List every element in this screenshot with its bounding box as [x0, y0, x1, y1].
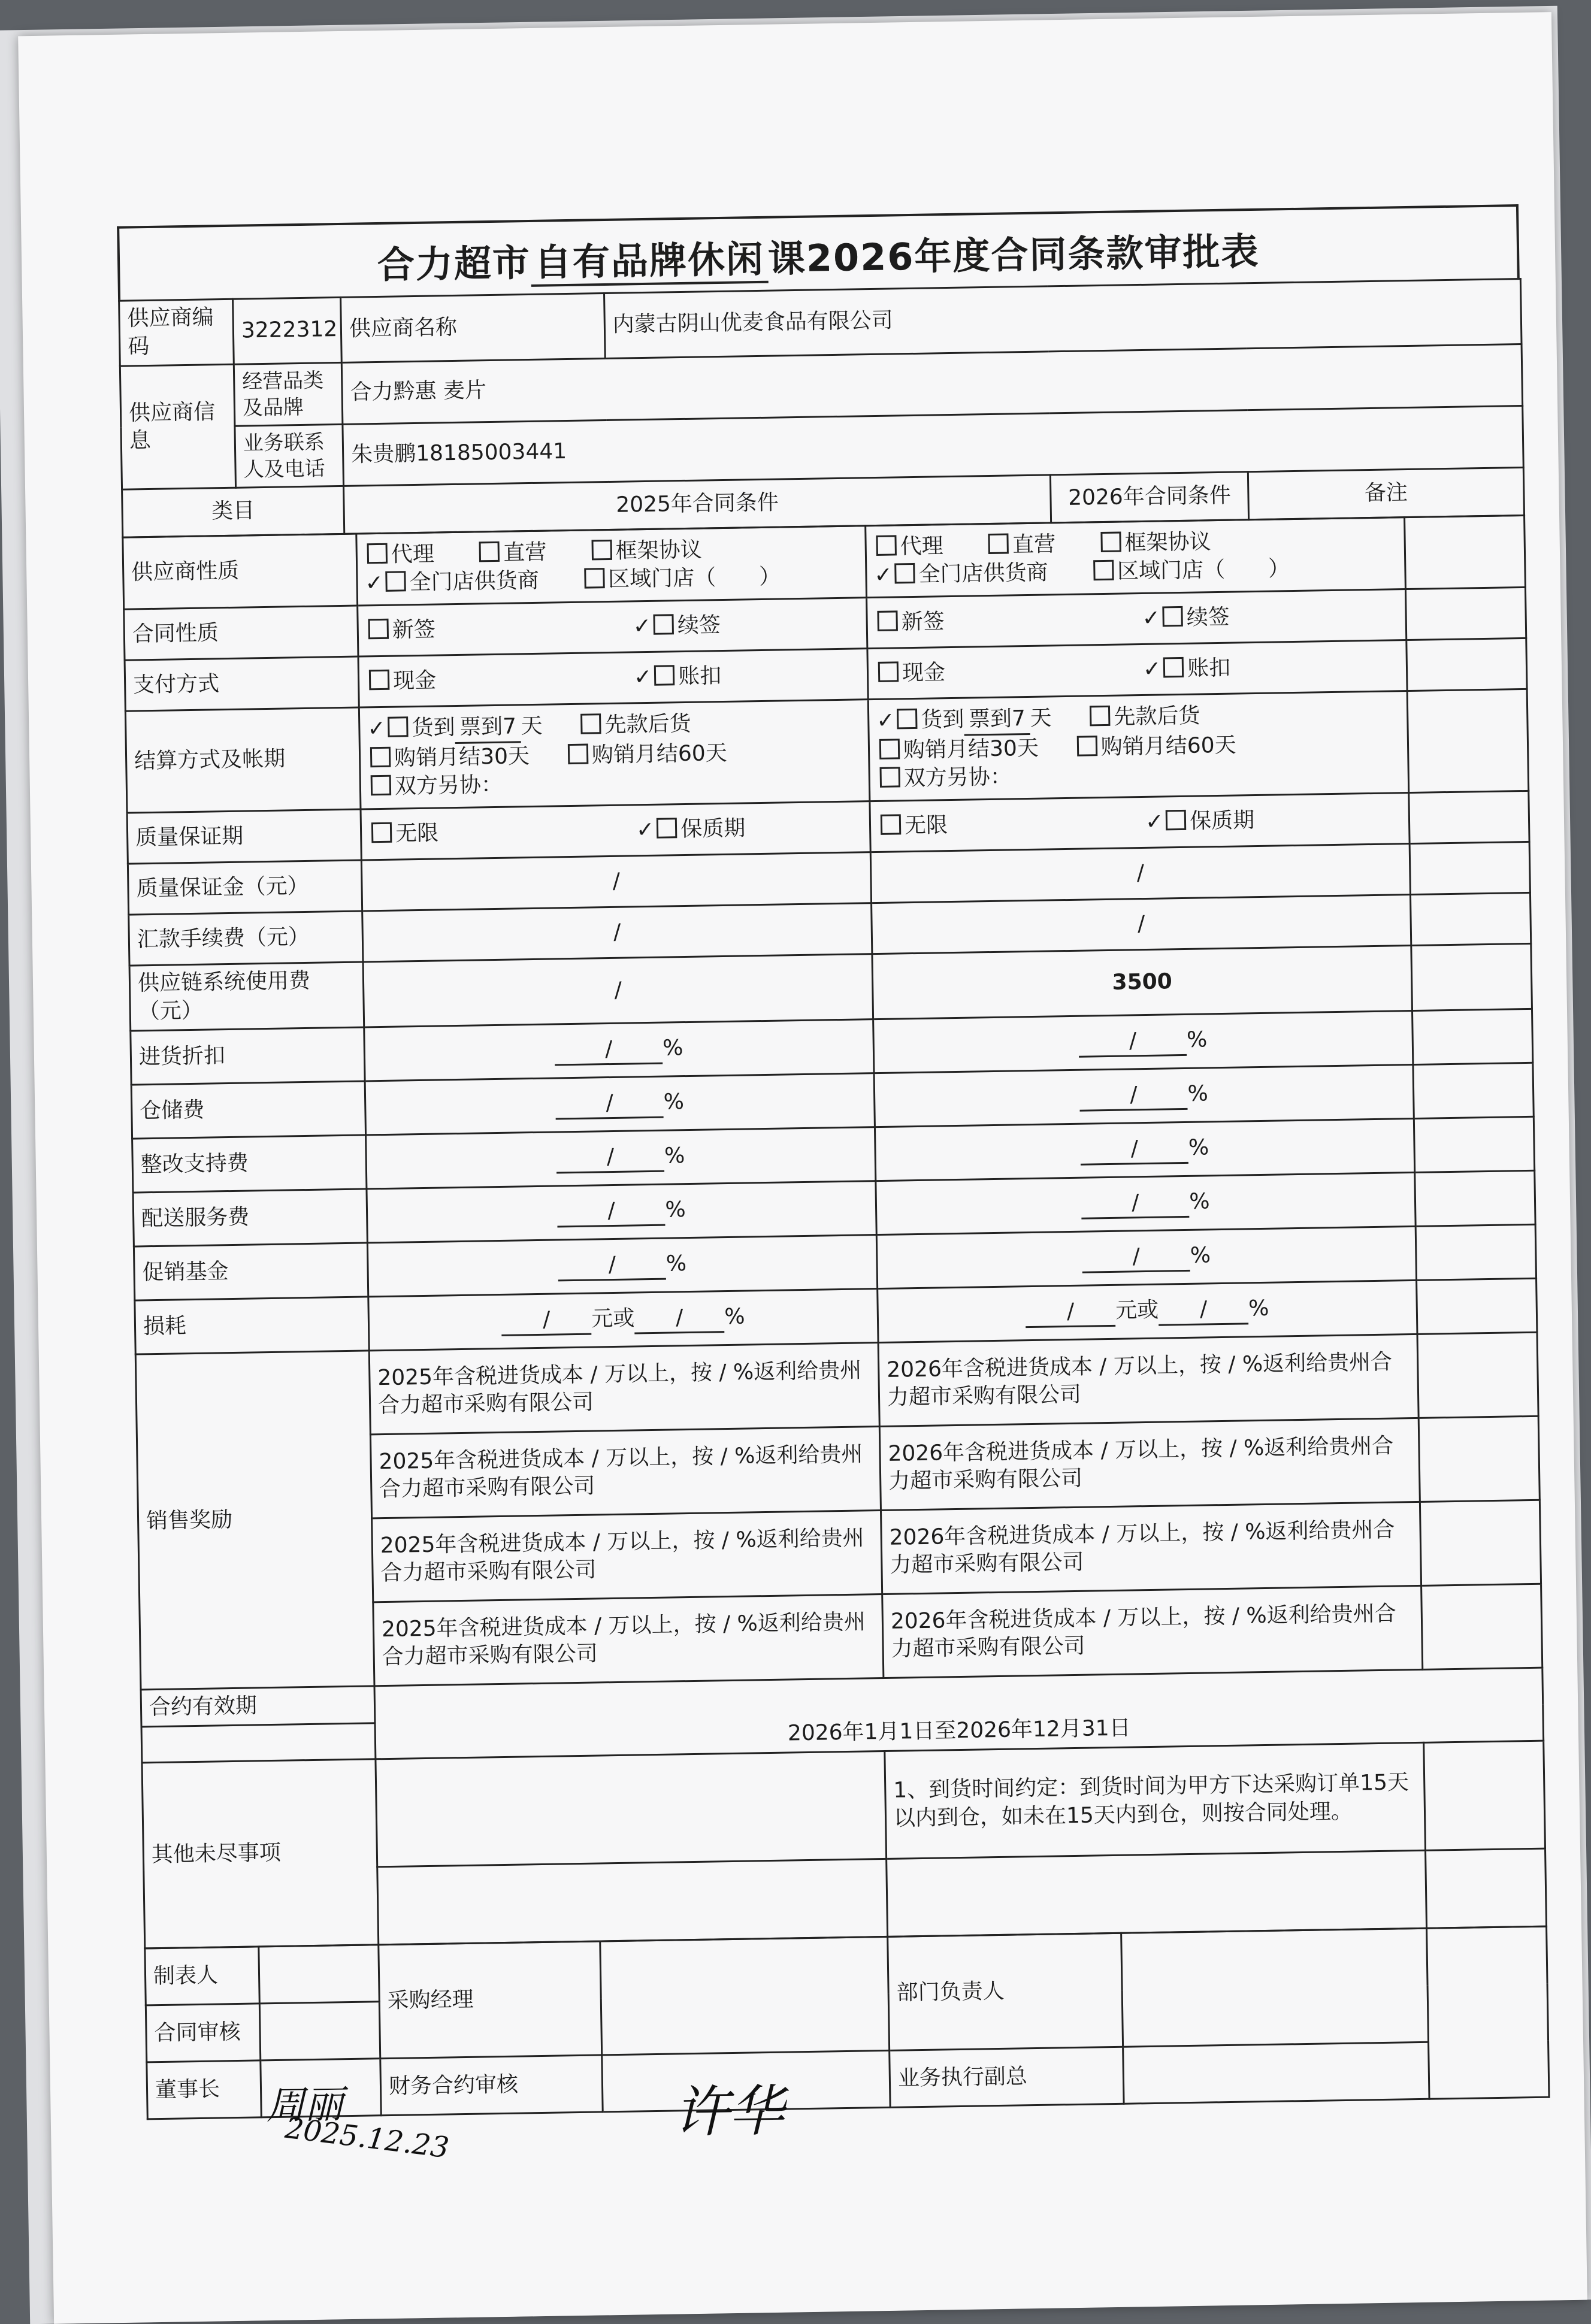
- other-2026-b[interactable]: [887, 1850, 1427, 1936]
- vp-sign[interactable]: [1123, 2042, 1429, 2104]
- maker-sign[interactable]: [259, 1945, 379, 2004]
- other-label: 其他未尽事项: [142, 1759, 379, 1948]
- valid-spacer: [141, 1723, 376, 1763]
- chairman-label: 董事长: [147, 2060, 261, 2119]
- dept-head-label: 部门负责人: [888, 1933, 1123, 2050]
- checkbox[interactable]: [657, 818, 677, 839]
- checkbox[interactable]: [591, 540, 612, 561]
- remit-2025: /: [362, 903, 872, 962]
- checkbox[interactable]: [876, 535, 897, 556]
- remark-cell[interactable]: [1418, 1416, 1539, 1502]
- supply-2026: 3500: [872, 946, 1412, 1019]
- remark-cell[interactable]: [1426, 1848, 1547, 1928]
- check-mark-icon: ✓: [636, 817, 655, 843]
- promo-2026: / %: [876, 1226, 1416, 1288]
- checkbox[interactable]: [1166, 810, 1187, 831]
- warranty-2026: 无限 ✓ 保质期: [870, 793, 1409, 852]
- incentive-2025: 2025年含税进货成本 / 万以上，按 / %返利给贵州合力超市采购有限公司: [372, 1510, 882, 1602]
- nature-2026: 代理 直营 框架协议 ✓ 全门店供货商 区域门店（ ）: [866, 518, 1406, 598]
- checkbox[interactable]: [878, 661, 899, 682]
- nature-label: 供应商性质: [123, 534, 358, 609]
- pay-2026: 现金 ✓ 账扣: [867, 640, 1407, 700]
- delivery-label: 配送服务费: [133, 1189, 367, 1246]
- incentive-2026: 2026年含税进货成本 / 万以上，按 / %返利给贵州合力超市采购有限公司: [878, 1334, 1418, 1426]
- incentive-2025: 2025年含税进货成本 / 万以上，按 / %返利给贵州合力超市采购有限公司: [373, 1594, 884, 1685]
- remark-cell[interactable]: [1427, 1926, 1549, 2099]
- checkbox[interactable]: [369, 670, 390, 691]
- checkbox[interactable]: [879, 739, 900, 759]
- incentive-2025: 2025年含税进货成本 / 万以上，按 / %返利给贵州合力超市采购有限公司: [370, 1426, 881, 1518]
- header-2026: 2026年合同条件: [1050, 472, 1248, 523]
- supplier-code: 3222312: [233, 297, 342, 364]
- nature-2025: 代理 直营 框架协议 ✓ 全门店供货商 区域门店（ ）: [356, 526, 867, 606]
- supplier-name-label: 供应商名称: [341, 293, 606, 362]
- contract-2025: 新签 ✓ 续签: [358, 598, 867, 656]
- discount-2026: / %: [873, 1010, 1413, 1073]
- header-2025: 2025年合同条件: [344, 475, 1051, 534]
- maker-signature: 周丽: [265, 2083, 344, 2129]
- storage-label: 仓储费: [131, 1081, 365, 1139]
- vp-label: 业务执行副总: [890, 2047, 1124, 2107]
- checkbox[interactable]: [367, 543, 388, 564]
- check-mark-icon: ✓: [367, 716, 386, 742]
- checkbox[interactable]: [370, 747, 391, 768]
- checkbox[interactable]: [479, 541, 500, 562]
- supplier-info-label: 供应商信息: [120, 364, 235, 490]
- valid-label: 合约有效期: [141, 1686, 375, 1727]
- signature-table: [144, 1926, 1550, 2120]
- checkbox[interactable]: [1163, 606, 1184, 627]
- supply-2025: /: [363, 954, 873, 1027]
- finance-label: 财务合约审核: [380, 2055, 603, 2116]
- deposit-2026: /: [870, 844, 1410, 903]
- promo-2025: / %: [367, 1235, 877, 1297]
- settle-2025: ✓ 货到 票到7 天 先款后货 购销月结30天 购销月结60天 双方另协：: [359, 700, 870, 809]
- storage-2025: / %: [365, 1073, 875, 1135]
- incentive-2026: 2026年含税进货成本 / 万以上，按 / %返利给贵州合力超市采购有限公司: [879, 1418, 1420, 1510]
- form-title: 合力超市自有品牌休闲课2026年度合同条款审批表: [117, 204, 1520, 300]
- checkbox[interactable]: [877, 610, 898, 631]
- checkbox[interactable]: [880, 767, 901, 788]
- check-mark-icon: ✓: [633, 613, 652, 639]
- remark-cell[interactable]: [1407, 689, 1529, 793]
- delivery-2025: / %: [367, 1181, 876, 1243]
- checkbox[interactable]: [1093, 560, 1114, 581]
- checkbox[interactable]: [568, 743, 589, 764]
- check-mark-icon: ✓: [1145, 809, 1164, 834]
- remit-2026: /: [872, 895, 1411, 954]
- checkbox[interactable]: [654, 614, 674, 635]
- contact-value: 朱贵鹏18185003441: [343, 406, 1523, 486]
- checkbox[interactable]: [881, 814, 902, 835]
- header-remark: 备注: [1248, 468, 1524, 520]
- remark-cell[interactable]: [1417, 1332, 1538, 1418]
- checkbox[interactable]: [371, 822, 392, 843]
- warranty-label: 质量保证期: [127, 809, 361, 864]
- checkbox[interactable]: [385, 571, 406, 592]
- remark-cell[interactable]: [1407, 639, 1527, 691]
- remark-cell[interactable]: [1411, 944, 1532, 1011]
- incentive-2026: 2026年含税进货成本 / 万以上，按 / %返利给贵州合力超市采购有限公司: [881, 1502, 1421, 1594]
- promo-label: 促销基金: [134, 1243, 368, 1300]
- checkbox[interactable]: [371, 774, 392, 795]
- checkbox[interactable]: [368, 619, 389, 640]
- loss-2026: / 元或 / %: [878, 1280, 1417, 1342]
- remark-cell[interactable]: [1413, 1063, 1533, 1118]
- delivery-2026: / %: [876, 1172, 1415, 1234]
- incentive-2025: 2025年含税进货成本 / 万以上，按 / %返利给贵州合力超市采购有限公司: [369, 1342, 879, 1434]
- remark-cell[interactable]: [1405, 516, 1526, 589]
- category-value: 合力黔惠 麦片: [341, 344, 1522, 424]
- rectify-2026: / %: [875, 1118, 1414, 1181]
- remit-label: 汇款手续费（元）: [129, 911, 363, 966]
- remark-cell[interactable]: [1414, 1116, 1534, 1172]
- supplier-code-label: 供应商编码: [119, 299, 234, 366]
- contract-2026: 新签 ✓ 续签: [867, 589, 1407, 649]
- valid-value: 2026年1月1日至2026年12月31日: [375, 1705, 1544, 1759]
- audit-sign[interactable]: [259, 2002, 380, 2060]
- incentive-2026: 2026年含税进货成本 / 万以上，按 / %返利给贵州合力超市采购有限公司: [882, 1585, 1423, 1678]
- manager-signature: 许华: [673, 2078, 785, 2145]
- discount-2025: / %: [364, 1019, 874, 1081]
- document-page: [18, 12, 1587, 2324]
- remark-cell[interactable]: [1424, 1741, 1545, 1850]
- checkbox[interactable]: [1100, 532, 1121, 553]
- incentive-label: 销售奖励: [135, 1351, 374, 1690]
- remark-cell[interactable]: [1417, 1278, 1537, 1334]
- other-note: 1、到货时间约定：到货时间为甲方下达采购订单15天以内到仓，如未在15天内到仓，则按合同处理。: [885, 1742, 1426, 1859]
- settle-2026: ✓ 货到 票到7 天 先款后货 购销月结30天 购销月结60天 双方另协：: [868, 691, 1409, 801]
- contract-label: 合同性质: [124, 606, 358, 660]
- audit-label: 合同审核: [146, 2004, 260, 2062]
- remark-cell[interactable]: [1415, 1224, 1536, 1280]
- supply-label: 供应链系统使用费（元）: [129, 962, 364, 1031]
- deposit-2025: /: [361, 852, 871, 911]
- form-table: [118, 278, 1525, 538]
- checkbox[interactable]: [388, 716, 409, 737]
- buyer-mgr-label: 采购经理: [379, 1941, 602, 2059]
- storage-2026: / %: [874, 1064, 1414, 1127]
- remark-cell[interactable]: [1405, 588, 1526, 640]
- checkbox[interactable]: [584, 568, 605, 589]
- check-mark-icon: ✓: [633, 664, 652, 690]
- pay-2025: 现金 ✓ 账扣: [358, 649, 868, 707]
- check-mark-icon: ✓: [1142, 606, 1161, 631]
- deposit-label: 质量保证金（元）: [128, 860, 362, 915]
- maker-label: 制表人: [145, 1947, 259, 2005]
- checkbox[interactable]: [1077, 736, 1098, 756]
- contact-label: 业务联系人及电话: [235, 424, 344, 488]
- category-label: 经营品类及品牌: [234, 362, 343, 426]
- loss-2025: / 元或 / %: [368, 1289, 878, 1351]
- remark-cell[interactable]: [1415, 1170, 1535, 1226]
- rectify-label: 整改支持费: [132, 1135, 367, 1193]
- warranty-2025: 无限 ✓ 保质期: [361, 801, 870, 860]
- checkbox[interactable]: [1163, 657, 1184, 678]
- checkbox[interactable]: [1090, 706, 1111, 727]
- dept-head-sign[interactable]: [1121, 1928, 1429, 2047]
- remark-cell[interactable]: [1409, 842, 1530, 895]
- supplier-name: 内蒙古阴山优麦食品有限公司: [604, 279, 1522, 358]
- remark-cell[interactable]: [1410, 893, 1530, 946]
- rectify-2025: / %: [366, 1127, 876, 1189]
- checkbox[interactable]: [654, 665, 675, 686]
- date-handwritten: 2025.12.23: [283, 2111, 451, 2165]
- checkbox[interactable]: [580, 713, 601, 734]
- remark-cell[interactable]: [1409, 791, 1529, 844]
- remark-cell[interactable]: [1420, 1500, 1541, 1585]
- approval-form: [117, 204, 1548, 2165]
- loss-label: 损耗: [135, 1297, 369, 1354]
- checkbox[interactable]: [988, 534, 1009, 555]
- terms-table: [122, 515, 1547, 1949]
- check-mark-icon: ✓: [876, 708, 895, 734]
- checkbox[interactable]: [894, 563, 915, 584]
- remark-cell[interactable]: [1421, 1584, 1542, 1669]
- discount-label: 进货折扣: [131, 1027, 365, 1085]
- pay-label: 支付方式: [125, 656, 359, 711]
- settle-label: 结算方式及帐期: [125, 707, 361, 813]
- buyer-mgr-sign[interactable]: [600, 1936, 890, 2055]
- check-mark-icon: ✓: [365, 570, 384, 596]
- check-mark-icon: ✓: [874, 562, 893, 588]
- remark-cell[interactable]: [1412, 1009, 1533, 1064]
- other-2025[interactable]: [376, 1751, 887, 1867]
- other-2025-b[interactable]: [377, 1859, 888, 1944]
- header-category: 类目: [122, 486, 344, 538]
- checkbox[interactable]: [897, 709, 918, 730]
- check-mark-icon: ✓: [1142, 656, 1162, 682]
